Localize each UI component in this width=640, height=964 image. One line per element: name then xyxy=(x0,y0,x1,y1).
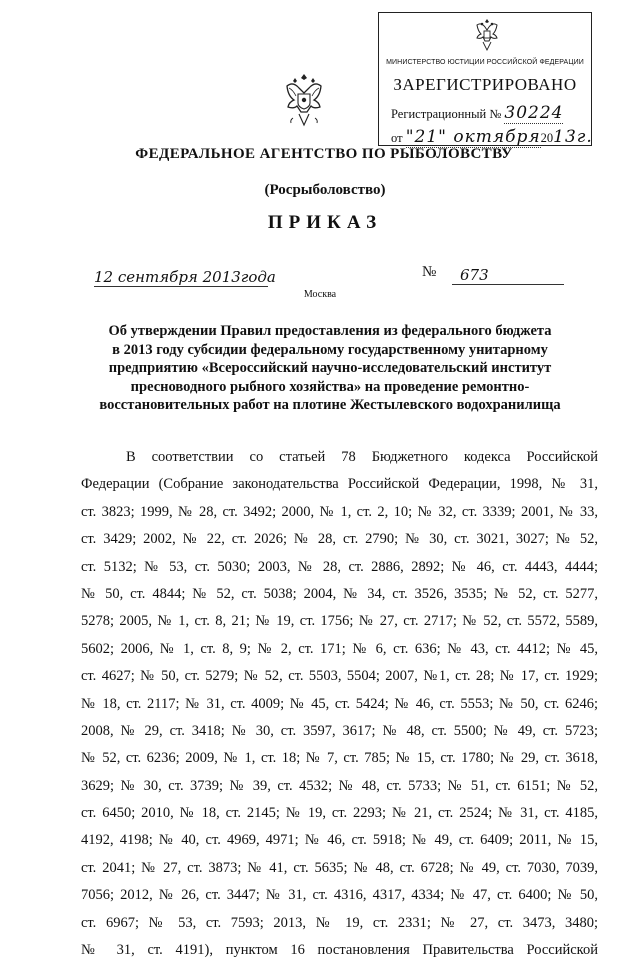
order-body xyxy=(81,444,598,964)
body-line: 5602; 2006, № 1, ст. 8, 9; № 2, ст. 171; № 6, ст. 636; № 43, ст. 4412; № 45, xyxy=(81,640,598,657)
stamp-registered-label: ЗАРЕГИСТРИРОВАНО xyxy=(393,75,577,94)
stamp-regno-value: 30224 xyxy=(504,103,564,123)
stamp-date-prefix: от xyxy=(391,131,403,145)
body-line: 3629; № 30, ст. 3739; № 39, ст. 4532; № 48, ст. 5733; № 51, ст. 6151; № 52, xyxy=(81,777,598,794)
order-subject xyxy=(80,322,580,415)
subject-line: Об утверждении Правил предоставления из федерального бюджета xyxy=(108,323,552,339)
stamp-date-year: 20 xyxy=(540,131,554,145)
body-line: В соответствии со статьей 78 Бюджетного кодекса Российской xyxy=(126,449,598,465)
subject-line: в 2013 году субсидии федеральному государственному унитарному xyxy=(112,341,548,358)
subject-line: восстановительных работ на плотине Жестылевского водохранилища xyxy=(99,397,561,414)
body-line: 5278; 2005, № 1, ст. 8, 21; № 19, ст. 1756; № 27, ст. 2717; № 52, ст. 5572, 5589, xyxy=(81,613,598,630)
order-city: Москва xyxy=(303,289,337,300)
order-title: ПРИКАЗ xyxy=(267,212,383,233)
body-line: ст. 6450; 2010, № 18, ст. 2145; № 19, ст. 2293; № 21, ст. 2524; № 31, ст. 4185, xyxy=(81,805,598,822)
order-number-sign: № xyxy=(422,264,437,280)
body-line: Федерации (Собрание законодательства Российской Федерации, 1998, № 31, xyxy=(81,476,598,493)
subject-line: предприятию «Всероссийский научно-исследовательский институт xyxy=(108,360,552,377)
stamp-registration-number xyxy=(391,103,563,123)
body-line: 4192, 4198; № 40, ст. 4969, 4971; № 46, ст. 5918; № 49, ст. 6409; 2011, № 15, xyxy=(81,832,598,849)
order-number: 673 xyxy=(452,266,564,285)
body-line: ст. 6967; № 53, ст. 7593; 2013, № 19, ст. 2331; № 27, ст. 3473, 3480; xyxy=(81,914,598,931)
body-line: № 31, ст. 4191), пунктом 16 постановления Правительства Российской xyxy=(81,942,598,959)
agency-short-name: (Росрыболовство) xyxy=(264,182,386,198)
body-line: 7056; 2012, № 26, ст. 3447; № 31, ст. 4316, 4317, 4334; № 47, ст. 6400; № 50, xyxy=(81,887,598,904)
body-line: ст. 3823; 1999, № 28, ст. 3492; 2000, № 1, ст. 2, 10; № 32, ст. 3339; 2001, № 33, xyxy=(81,503,598,520)
stamp-regno-label: Регистрационный № xyxy=(391,107,502,121)
body-line: № 18, ст. 2117; № 31, ст. 4009; № 45, ст. 5424; № 46, ст. 5553; № 50, ст. 6246; xyxy=(81,695,598,712)
body-line: № 52, ст. 6236; 2009, № 1, ст. 18; № 7, ст. 785; № 15, ст. 1780; № 29, ст. 3618, xyxy=(81,750,598,767)
body-line: 2008, № 29, ст. 3418; № 30, ст. 3597, 3617; № 48, ст. 5500; № 49, ст. 5723; xyxy=(81,722,598,739)
coat-of-arms-icon xyxy=(281,72,327,128)
stamp-date-year-hand: 13г. xyxy=(553,127,593,147)
body-line: № 50, ст. 4844; № 52, ст. 5038; 2004, № 34, ст. 3526, 3535; № 52, ст. 5277, xyxy=(81,585,598,602)
body-line: ст. 5132; № 53, ст. 5030; 2003, № 28, ст. 2886, 2892; № 46, ст. 4443, 4444; xyxy=(81,558,598,575)
agency-name: ФЕДЕРАЛЬНОЕ АГЕНТСТВО ПО РЫБОЛОВСТВУ xyxy=(135,146,513,162)
coat-of-arms-icon xyxy=(471,17,503,53)
subject-line: пресноводного рыбного хозяйства» на проведение ремонтно- xyxy=(130,378,530,395)
body-line: ст. 2041; № 27, ст. 3873; № 41, ст. 5635; № 48, ст. 6728; № 49, ст. 7030, 7039, xyxy=(81,859,598,876)
registration-stamp xyxy=(378,12,592,146)
body-line: ст. 4627; № 50, ст. 5279; № 52, ст. 5503, 5504; 2007, №1, ст. 28; № 17, ст. 1929; xyxy=(81,668,598,685)
stamp-ministry: МИНИСТЕРСТВО ЮСТИЦИИ РОССИЙСКОЙ ФЕДЕРАЦИИ xyxy=(386,59,584,66)
stamp-date-value: "21" октября xyxy=(405,127,541,147)
body-line: ст. 3429; 2002, № 22, ст. 2026; № 28, ст. 2790; № 30, ст. 3021, 3027; № 52, xyxy=(81,531,598,548)
stamp-date xyxy=(391,127,593,147)
order-date: 12 сентября 2013года xyxy=(94,268,276,286)
